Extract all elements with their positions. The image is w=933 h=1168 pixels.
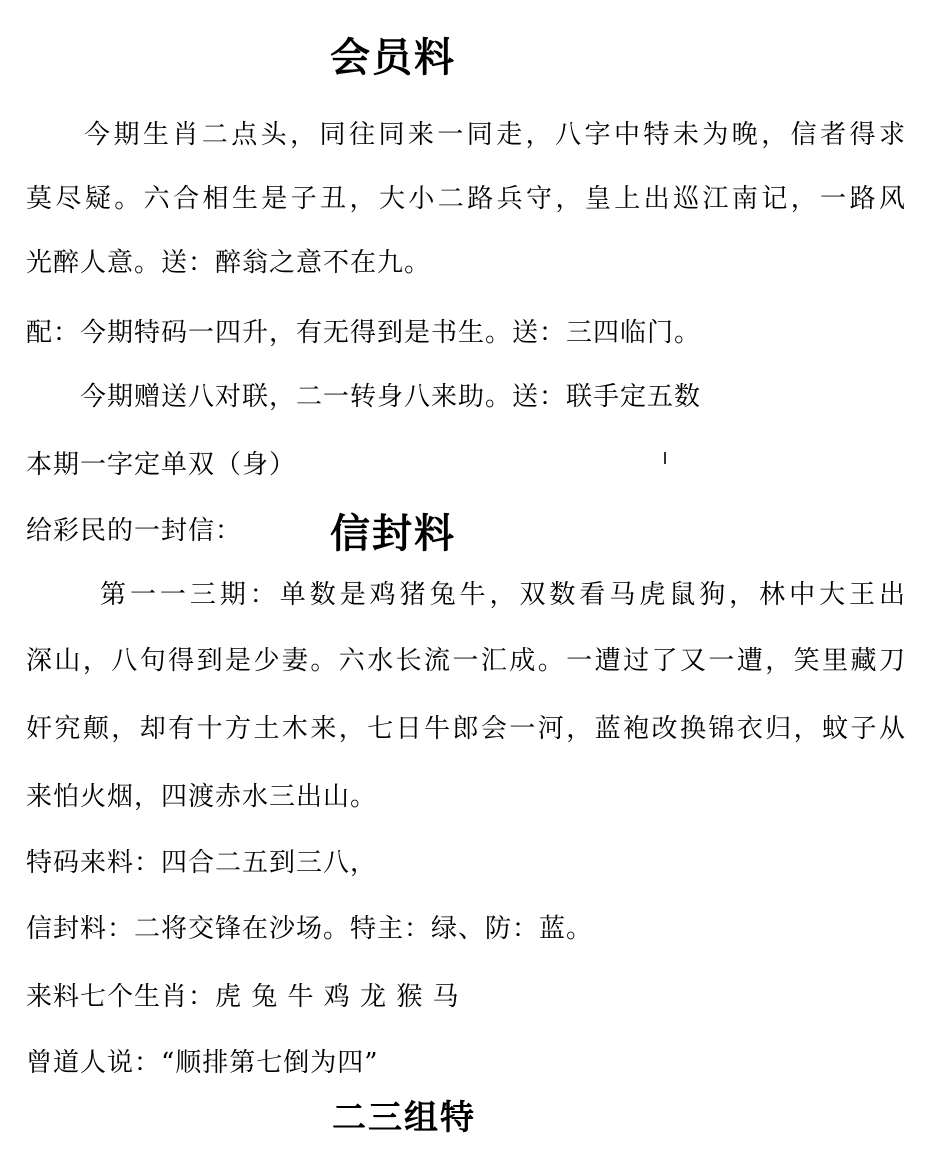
heading-member-material: 会员料 <box>330 34 456 81</box>
danshuang-line: 本期一字定单双（身） <box>26 450 297 480</box>
envelope-line-1: 第一一三期：单数是鸡猪兔牛，双数看马虎鼠狗，林中大王出 <box>100 580 906 610</box>
heading-two-three-group: 二三组特 <box>332 1098 476 1138</box>
heading-envelope-material: 信封料 <box>330 510 456 557</box>
scan-speck <box>664 452 666 464</box>
envelope-line-4: 来怕火烟，四渡赤水三出山。 <box>26 782 378 812</box>
envelope-line-2: 深山，八句得到是少妻。六水长流一汇成。一遭过了又一遭，笑里藏刀 <box>26 646 906 676</box>
envelope-line-3: 奸究颠，却有十方土木来，七日牛郎会一河，蓝袍改换锦衣归，蚊子从 <box>26 714 906 744</box>
letter-label: 给彩民的一封信： <box>26 516 243 546</box>
xinfeng-line: 信封料：二将交锋在沙场。特主：绿、防：蓝。 <box>26 914 594 944</box>
paragraph-line-3: 光醉人意。送：醉翁之意不在九。 <box>26 248 432 278</box>
paragraph-line-1: 今期生肖二点头，同往同来一同走，八字中特未为晚，信者得求 <box>84 120 906 150</box>
zengdao-line: 曾道人说：“顺排第七倒为四” <box>26 1048 379 1078</box>
paragraph-line-2: 莫尽疑。六合相生是子丑，大小二路兵守，皇上出巡江南记，一路风 <box>26 184 906 214</box>
tema-line: 特码来料：四合二五到三八， <box>26 848 378 878</box>
zeng-line: 今期赠送八对联，二一转身八来助。送：联手定五数 <box>80 382 702 412</box>
zodiac-line: 来料七个生肖：虎 兔 牛 鸡 龙 猴 马 <box>26 982 460 1012</box>
pei-line: 配：今期特码一四升，有无得到是书生。送：三四临门。 <box>26 318 702 348</box>
